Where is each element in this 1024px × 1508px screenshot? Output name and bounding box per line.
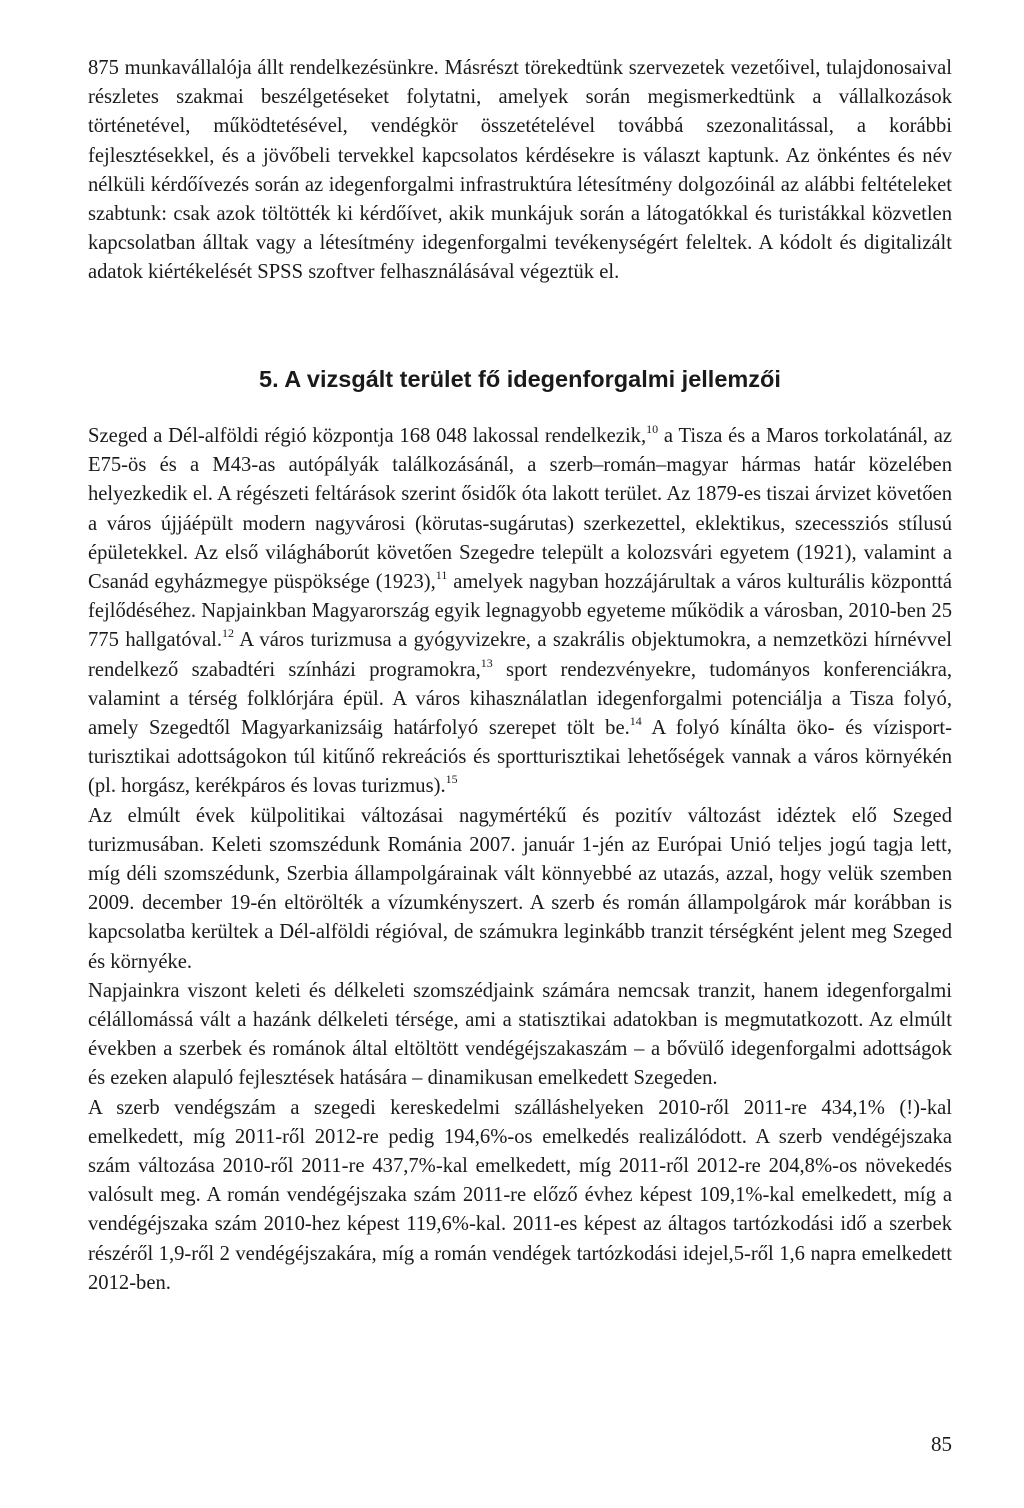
section-text-block (88, 422, 952, 1298)
p1-text-4: A város turizmusa a gyógyvizekre, a szakrális objektumokra, a nemzetközi hírnévvel rendelkező szabadtéri színházi programokra, (88, 629, 952, 681)
footnote-ref-13: 13 (480, 655, 493, 670)
intro-text-block (88, 54, 952, 288)
footnote-ref-15: 15 (445, 772, 458, 787)
p1-text-2: a Tisza és a Maros torkolatánál, az E75-ös és a M43-as autópályák találkozásánál, a szerb–román–magyar hármas határ közelében helyezkedik el. A régészeti feltárások szerint ősidők óta lakott terület. Az 1879-es tiszai árvizet követően a város újjáépült modern nagyvárosi (körutas-sugárutas) szerkezettel, eklektikus, szecessziós stílusú épületekkel. Az első világháborút követően Szegedre települt a kolozsvári egyetem (1921), valamint a Csanád egyházmegye püspöksége (1923), (88, 425, 952, 594)
section-paragraph-2: Az elmúlt évek külpolitikai változásai nagymértékű és pozitív változást idéztek elő Szeged turizmusában. Keleti szomszédunk Románia 2007. január 1-jén az Európai Unió teljes jogú tagja lett, míg déli szomszédunk, Szerbia állampolgárainak vált könnyebbé az utazás, azzal, hogy velük szemben 2009. december 19-én eltörölték a vízumkényszert. A szerb és román állampolgárok már korábban is kapcsolatba kerültek a Dél-alföldi régióval, de számukra leginkább tranzit térségként jelent meg Szeged és környéke. (88, 804, 952, 973)
page-number: 85 (931, 1432, 952, 1456)
p1-text-1: Szeged a Dél-alföldi régió központja 168 048 lakossal rendelkezik, (88, 425, 647, 447)
p1-text-3: amelyek nagyban hozzájárultak a város kulturális központtá fejlődéséhez. Napjainkban Magyarország egyik legnagyobb egyeteme működik a városban, 2010-ben 25 775 hallgatóval. (88, 571, 953, 652)
footnote-ref-10: 10 (646, 422, 659, 436)
section-paragraph-3: Napjainkra viszont keleti és délkeleti szomszédjaink számára nemcsak tranzit, hanem idegenforgalmi célállomássá vált a hazánk délkeleti térsége, ami a statisztikai adatokban is megmutatkozott. Az elmúlt években a szerbek és románok által eltöltött vendégéjszakaszám – a bővülő idegenforgalmi adottságok és ezeken alapuló fejlesztések hatására – dinamikusan emelkedett Szegeden. (88, 979, 952, 1090)
section-heading: 5. A vizsgált terület fő idegenforgalmi jellemzői (259, 366, 781, 392)
footnote-ref-11: 11 (435, 568, 448, 583)
footnote-ref-12: 12 (221, 626, 234, 641)
p1-text-5: sport rendezvényekre, tudományos konferenciákra, valamint a térség folklórjára épül. A város kihasználatlan idegenforgalmi potenciálja a Tisza folyó, amely Szegedtől Magyarkanizsáig határfolyó szerepet tölt be. (88, 658, 952, 740)
p1-text-6: A folyó kínálta öko- és vízisport-turisztikai adottságokon túl kitűnő rekreációs és sportturisztikai lehetőségek vannak a város környékén (pl. horgász, kerékpáros és lovas turizmus). (88, 717, 952, 798)
intro-paragraph: 875 munkavállalója állt rendelkezésünkre. Másrészt törekedtünk szervezetek vezetőivel, tulajdonosaival részletes szakmai beszélgetéseket folytatni, amelyek során megismerkedtünk a vállalkozások történetével, működtetésével, vendégkör összetételével továbbá szezonalitással, a korábbi fejlesztésekkel, és a jövőbeli tervekkel kapcsolatos kérdésekre is választ kaptunk. Az önkéntes és név nélküli kérdőívezés során az idegenforgalmi infrastruktúra létesítmény dolgozóinál az alábbi feltételeket szabtunk: csak azok töltötték ki kérdőívet, akik munkájuk során a látogatókkal és turistákkal közvetlen kapcsolatban álltak vagy a létesítmény idegenforgalmi tevékenységért feleltek. A kódolt és digitalizált adatok kiértékelését SPSS szoftver felhasználásával végeztük el. (88, 57, 952, 284)
footnote-ref-14: 14 (629, 714, 642, 729)
section-paragraph-1 (88, 422, 952, 802)
section-paragraph-4: A szerb vendégszám a szegedi kereskedelmi szálláshelyeken 2010-ről 2011-re 434,1% (!)-kal emelkedett, míg 2011-ről 2012-re pedig 194,6%-os emelkedés realizálódott. A szerb vendégéjszaka szám változása 2010-ről 2011-re 437,7%-kal emelkedett, míg 2011-ről 2012-re 204,8%-os növekedés valósult meg. A román vendégéjszaka szám 2011-re előző évhez képest 109,1%-kal emelkedett, míg a vendégéjszaka szám 2010-hez képest 119,6%-kal. 2011-es képest az áltagos tartózkodási idő a szerbek részéről 1,9-ről 2 vendégéjszakára, míg a román vendégek tartózkodási idejel,5-ről 1,6 napra emelkedett 2012-ben. (88, 1096, 952, 1294)
